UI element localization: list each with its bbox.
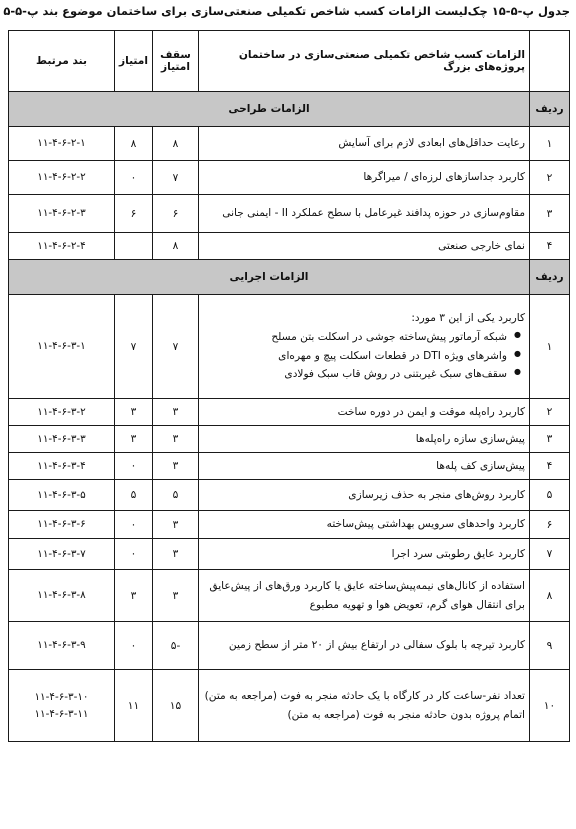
requirement-cell bbox=[199, 399, 530, 426]
section-header-row bbox=[9, 260, 570, 295]
cap-cell: ۳ bbox=[153, 426, 199, 453]
table-body bbox=[9, 92, 570, 742]
row-number: ۴ bbox=[530, 453, 570, 480]
ref-clause: ۱۱-۴-۶-۳-۹ bbox=[37, 639, 86, 652]
ref-cell bbox=[9, 295, 115, 399]
table-row bbox=[9, 399, 570, 426]
ref-cell bbox=[9, 570, 115, 622]
header-requirement: الزامات کسب شاخص تکمیلی صنعتی‌سازی در ساختمان پروژه‌های بزرگ bbox=[199, 31, 530, 92]
header-score: امتیاز bbox=[115, 31, 153, 92]
section-title: الزامات اجرایی bbox=[9, 260, 530, 295]
requirement-cell bbox=[199, 511, 530, 539]
ref-clause: ۱۱-۴-۶-۳-۷ bbox=[37, 547, 86, 560]
row-number: ۷ bbox=[530, 539, 570, 570]
requirement-text: کاربرد روش‌های منجر به حذف زیرسازی bbox=[348, 488, 525, 501]
ref-cell bbox=[9, 127, 115, 161]
ref-cell bbox=[9, 233, 115, 260]
score-cell: ۳ bbox=[115, 399, 153, 426]
ref-cell bbox=[9, 195, 115, 233]
requirement-cell bbox=[199, 426, 530, 453]
row-number: ۴ bbox=[530, 233, 570, 260]
checklist-table bbox=[8, 30, 570, 742]
requirement-cell bbox=[199, 233, 530, 260]
table-row bbox=[9, 570, 570, 622]
requirement-text: کاربرد راه‌پله موقت و ایمن در دوره ساخت bbox=[337, 405, 525, 418]
option-list bbox=[203, 328, 525, 384]
ref-cell bbox=[9, 426, 115, 453]
row-number: ۲ bbox=[530, 399, 570, 426]
requirement-text: نمای خارجی صنعتی bbox=[438, 239, 525, 252]
table-row bbox=[9, 539, 570, 570]
table-row bbox=[9, 195, 570, 233]
header-cap: سقف امتیاز bbox=[153, 31, 199, 92]
ref-clause: ۱۱-۴-۶-۳-۶ bbox=[37, 518, 86, 531]
requirement-text: پیش‌سازی کف پله‌ها bbox=[436, 459, 525, 472]
table-row bbox=[9, 622, 570, 670]
ref-clause: ۱۱-۴-۶-۲-۴ bbox=[37, 239, 86, 252]
row-number: ۱۰ bbox=[530, 670, 570, 742]
ref-clause: ۱۱-۴-۶-۳-۱۱ bbox=[34, 707, 89, 720]
requirement-cell bbox=[199, 570, 530, 622]
header-ref: بند مرتبط bbox=[9, 31, 115, 92]
header-row bbox=[9, 31, 570, 92]
table-row bbox=[9, 511, 570, 539]
cap-cell: ۳ bbox=[153, 511, 199, 539]
requirement-cell bbox=[199, 453, 530, 480]
ref-clause: ۱۱-۴-۶-۲-۳ bbox=[37, 207, 86, 220]
table-row bbox=[9, 127, 570, 161]
cap-cell: ۳ bbox=[153, 453, 199, 480]
ref-clause: ۱۱-۴-۶-۳-۳ bbox=[37, 432, 86, 445]
cap-cell: ۱۵ bbox=[153, 670, 199, 742]
ref-cell bbox=[9, 670, 115, 742]
score-cell: ۳ bbox=[115, 570, 153, 622]
requirement-text: کاربرد عایق رطوبتی سرد اجرا bbox=[391, 547, 525, 560]
section-header-row bbox=[9, 92, 570, 127]
ref-clause: ۱۱-۴-۶-۳-۲ bbox=[37, 405, 86, 418]
cap-cell: ۵ bbox=[153, 480, 199, 511]
list-item: ● واشرهای ویژه DTI در قطعات اسکلت پیچ و مهره‌ای bbox=[203, 347, 507, 366]
row-number: ۹ bbox=[530, 622, 570, 670]
requirement-text: کاربرد یکی از این ۳ مورد: bbox=[411, 312, 525, 325]
score-cell: ۷ bbox=[115, 295, 153, 399]
checklist-table-container bbox=[9, 30, 570, 742]
score-cell: ۳ bbox=[115, 426, 153, 453]
ref-clause: ۱۱-۴-۶-۳-۴ bbox=[37, 459, 86, 472]
table-row bbox=[9, 295, 570, 399]
ref-clause: ۱۱-۴-۶-۳-۱۰ bbox=[34, 691, 89, 704]
row-number: ۱ bbox=[530, 127, 570, 161]
score-cell: ۶ bbox=[115, 195, 153, 233]
requirement-text: رعایت حداقل‌های ابعادی لازم برای آسایش bbox=[338, 137, 525, 150]
cap-cell: ۸ bbox=[153, 233, 199, 260]
row-number: ۱ bbox=[530, 295, 570, 399]
score-cell: ۰ bbox=[115, 539, 153, 570]
requirement-cell bbox=[199, 295, 530, 399]
score-cell: ۰ bbox=[115, 622, 153, 670]
list-item: ● شبکه آرماتور پیش‌ساخته جوشی در اسکلت بتن مسلح bbox=[203, 328, 507, 347]
cap-cell: ۳ bbox=[153, 570, 199, 622]
section-title: الزامات طراحی bbox=[9, 92, 530, 127]
ref-clause: ۱۱-۴-۶-۳-۵ bbox=[37, 488, 86, 501]
table-row bbox=[9, 453, 570, 480]
score-cell: ۰ bbox=[115, 511, 153, 539]
table-row bbox=[9, 670, 570, 742]
cap-cell: ۸ bbox=[153, 127, 199, 161]
ref-clause: ۱۱-۴-۶-۳-۱ bbox=[37, 340, 86, 353]
row-number: ۳ bbox=[530, 195, 570, 233]
score-cell bbox=[115, 233, 153, 260]
row-number: ۸ bbox=[530, 570, 570, 622]
requirement-cell bbox=[199, 622, 530, 670]
requirement-text: کاربرد تیرچه با بلوک سفالی در ارتفاع بیش از ۲۰ متر از سطح زمین bbox=[228, 639, 525, 652]
row-number: ۳ bbox=[530, 426, 570, 453]
requirement-cell bbox=[199, 195, 530, 233]
row-number: ۲ bbox=[530, 161, 570, 195]
requirement-text: کاربرد جداسازهای لرزه‌ای / میراگرها bbox=[363, 171, 525, 184]
ref-cell bbox=[9, 480, 115, 511]
requirement-text: استفاده از کانال‌های نیمه‌پیش‌ساخته عایق یا کاربرد ورق‌های از پیش‌عایق برای انتقال هوای گرم، تعویض هوا و تهویه مطبوع bbox=[209, 579, 525, 611]
score-cell: ۰ bbox=[115, 453, 153, 480]
score-cell: ۰ bbox=[115, 161, 153, 195]
table-row bbox=[9, 426, 570, 453]
table-row bbox=[9, 161, 570, 195]
header-row-number bbox=[530, 31, 570, 92]
requirement-text: کاربرد واحدهای سرویس بهداشتی پیش‌ساخته bbox=[326, 518, 525, 531]
ref-cell bbox=[9, 161, 115, 195]
ref-cell bbox=[9, 511, 115, 539]
cap-cell: ۷ bbox=[153, 161, 199, 195]
list-item: ● سقف‌های سبک غیربتنی در روش قاب سبک فولادی bbox=[203, 365, 507, 384]
score-cell: ۸ bbox=[115, 127, 153, 161]
row-number: ۶ bbox=[530, 511, 570, 539]
requirement-cell bbox=[199, 161, 530, 195]
table-row bbox=[9, 233, 570, 260]
cap-cell: ۶ bbox=[153, 195, 199, 233]
cap-cell: -۵ bbox=[153, 622, 199, 670]
cap-cell: ۳ bbox=[153, 539, 199, 570]
requirement-text: تعداد نفر-ساعت کار در کارگاه با یک حادثه منجر به فوت (مراجعه به متن) bbox=[204, 689, 525, 702]
section-row-label: ردیف bbox=[530, 260, 570, 295]
section-row-label: ردیف bbox=[530, 92, 570, 127]
row-number: ۵ bbox=[530, 480, 570, 511]
requirement-cell bbox=[199, 127, 530, 161]
ref-cell bbox=[9, 453, 115, 480]
cap-cell: ۷ bbox=[153, 295, 199, 399]
ref-clause: ۱۱-۴-۶-۲-۲ bbox=[37, 171, 86, 184]
requirement-text-secondary: اتمام پروژه بدون حادثه منجر به فوت (مراجعه به متن) bbox=[287, 708, 525, 721]
requirement-cell bbox=[199, 539, 530, 570]
score-cell: ۱۱ bbox=[115, 670, 153, 742]
ref-cell bbox=[9, 399, 115, 426]
requirement-text: پیش‌سازی سازه راه‌پله‌ها bbox=[415, 432, 525, 445]
ref-cell bbox=[9, 622, 115, 670]
ref-clause: ۱۱-۴-۶-۲-۱ bbox=[37, 137, 86, 150]
table-caption: جدول پ-۵-۱۵ چک‌لیست الزامات کسب شاخص تکمیلی صنعتی‌سازی برای ساختمان موضوع بند پ-۵-۵ bbox=[3, 4, 570, 18]
ref-clause: ۱۱-۴-۶-۳-۸ bbox=[37, 589, 86, 602]
score-cell: ۵ bbox=[115, 480, 153, 511]
cap-cell: ۳ bbox=[153, 399, 199, 426]
requirement-text: مقاوم‌سازی در حوزه پدافند غیرعامل با سطح عملکرد II - ایمنی جانی bbox=[222, 207, 525, 220]
requirement-cell bbox=[199, 670, 530, 742]
requirement-cell bbox=[199, 480, 530, 511]
ref-cell bbox=[9, 539, 115, 570]
table-row bbox=[9, 480, 570, 511]
